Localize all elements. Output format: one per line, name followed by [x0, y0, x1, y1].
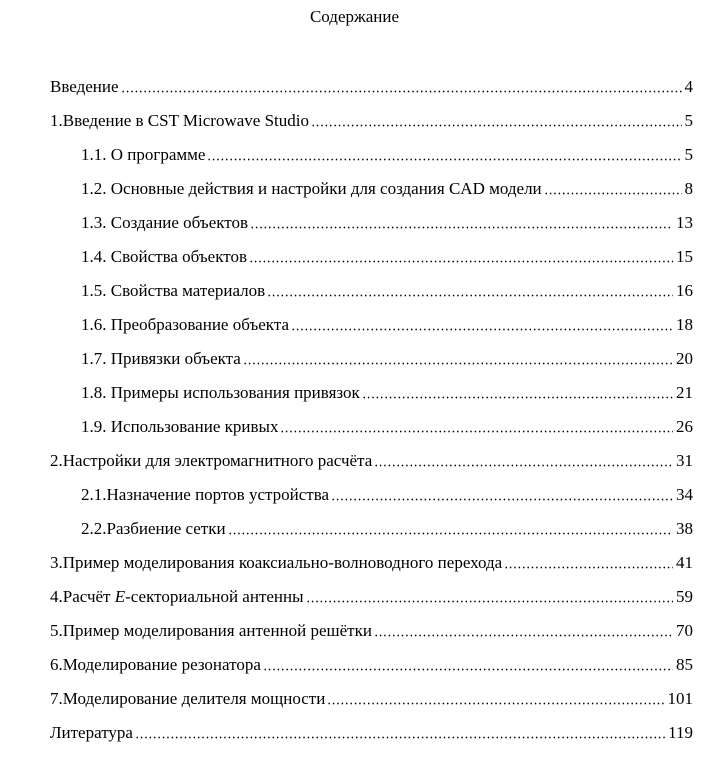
dot-leader	[362, 395, 673, 400]
toc-entry-label: Литература	[50, 723, 133, 742]
toc-entry-page: 4	[684, 77, 693, 96]
toc-entry[interactable]	[81, 311, 693, 335]
dot-leader	[311, 123, 682, 128]
toc-entry[interactable]	[81, 243, 693, 267]
toc-entry-label: 2.1.Назначение портов устройства	[81, 485, 330, 504]
toc-entry-page: 41	[676, 553, 693, 572]
toc-entry-page: 70	[676, 621, 693, 640]
dot-leader	[374, 463, 673, 468]
toc-entry-page: 5	[684, 145, 693, 164]
toc-entry[interactable]	[81, 345, 693, 369]
toc-entry-page: 31	[676, 451, 693, 470]
toc-entry-label: 1.9. Использование кривых	[81, 417, 279, 436]
dot-leader	[121, 89, 682, 94]
toc-entry[interactable]	[81, 209, 693, 233]
toc-entry-page: 21	[676, 383, 693, 402]
toc-entry-label: 1.Введение в CST Microwave Studio	[50, 111, 309, 130]
dot-leader	[374, 633, 673, 638]
toc-entry-label: 6.Моделирование резонатора	[50, 655, 261, 674]
dot-leader	[327, 701, 664, 706]
toc-entry[interactable]	[50, 73, 693, 97]
toc-entry-label: 1.6. Преобразование объекта	[81, 315, 290, 334]
toc-entry[interactable]	[81, 141, 693, 165]
toc-entry[interactable]	[50, 651, 693, 675]
toc-entry-label	[50, 587, 306, 607]
toc-entry-label: 1.7. Привязки объекта	[81, 349, 241, 368]
dot-leader	[263, 667, 673, 672]
toc-entry-label: Введение	[50, 77, 119, 96]
toc-entry-page: 13	[676, 213, 693, 232]
toc-entry[interactable]	[81, 413, 693, 437]
toc-entry[interactable]	[50, 549, 693, 573]
toc-entry-label-prefix: 4.Расчёт	[50, 587, 115, 606]
dot-leader	[267, 293, 673, 298]
toc-entry-page: 8	[684, 179, 693, 198]
dot-leader	[135, 735, 665, 740]
toc-entry[interactable]	[50, 685, 693, 709]
toc-entry-label: 1.5. Свойства материалов	[81, 281, 266, 300]
dot-leader	[243, 361, 673, 366]
dot-leader	[331, 497, 673, 502]
toc-entry-page: 59	[676, 587, 693, 606]
toc-entry[interactable]	[50, 719, 693, 743]
toc-entry-page: 16	[676, 281, 693, 300]
toc-entry-page: 85	[676, 655, 693, 674]
page-title: Содержание	[309, 7, 400, 26]
toc-entry-page: 101	[667, 689, 693, 708]
toc-entry-label: 2.Настройки для электромагнитного расчёта	[50, 451, 373, 470]
toc-entry[interactable]	[50, 447, 693, 471]
toc-entry-label-italic: E	[114, 587, 126, 606]
dot-leader	[280, 429, 673, 434]
toc-entry[interactable]	[50, 617, 693, 641]
toc-entry-label: 2.2.Разбиение сетки	[81, 519, 226, 538]
dot-leader	[250, 225, 673, 230]
toc-entry-label: 5.Пример моделирования антенной решётки	[50, 621, 372, 640]
dot-leader	[291, 327, 673, 332]
dot-leader	[207, 157, 681, 162]
toc-entry-page: 34	[676, 485, 693, 504]
toc-entry-label: 1.4. Свойства объектов	[81, 247, 247, 266]
toc-entry[interactable]	[81, 481, 693, 505]
toc-entry-page: 20	[676, 349, 693, 368]
toc-entry[interactable]	[50, 583, 693, 607]
toc-entry-page: 5	[684, 111, 693, 130]
dot-leader	[504, 565, 673, 570]
toc-entry-page: 15	[676, 247, 693, 266]
dot-leader	[228, 531, 673, 536]
toc-entry-page: 18	[676, 315, 693, 334]
toc-entry-label: 7.Моделирование делителя мощности	[50, 689, 326, 708]
toc-entry-page: 26	[676, 417, 693, 436]
toc-entry[interactable]	[81, 379, 693, 403]
toc-entry-page: 38	[676, 519, 693, 538]
toc-entry[interactable]	[81, 175, 693, 199]
toc-entry-label-suffix: -секториальной антенны	[125, 587, 304, 606]
toc-entry-label: 1.2. Основные действия и настройки для создания CAD модели	[81, 179, 542, 198]
toc-entry-page: 119	[668, 723, 693, 742]
toc-entry-label: 1.1. О программе	[81, 145, 206, 164]
toc-entry[interactable]	[81, 515, 693, 539]
toc-entry[interactable]	[50, 107, 693, 131]
dot-leader	[544, 191, 682, 196]
dot-leader	[249, 259, 673, 264]
toc-entry-label: 1.8. Примеры использования привязок	[81, 383, 360, 402]
dot-leader	[306, 599, 673, 604]
toc-entry-label: 3.Пример моделирования коаксиально-волноводного перехода	[50, 553, 503, 572]
toc-entry[interactable]	[81, 277, 693, 301]
toc-entry-label: 1.3. Создание объектов	[81, 213, 249, 232]
